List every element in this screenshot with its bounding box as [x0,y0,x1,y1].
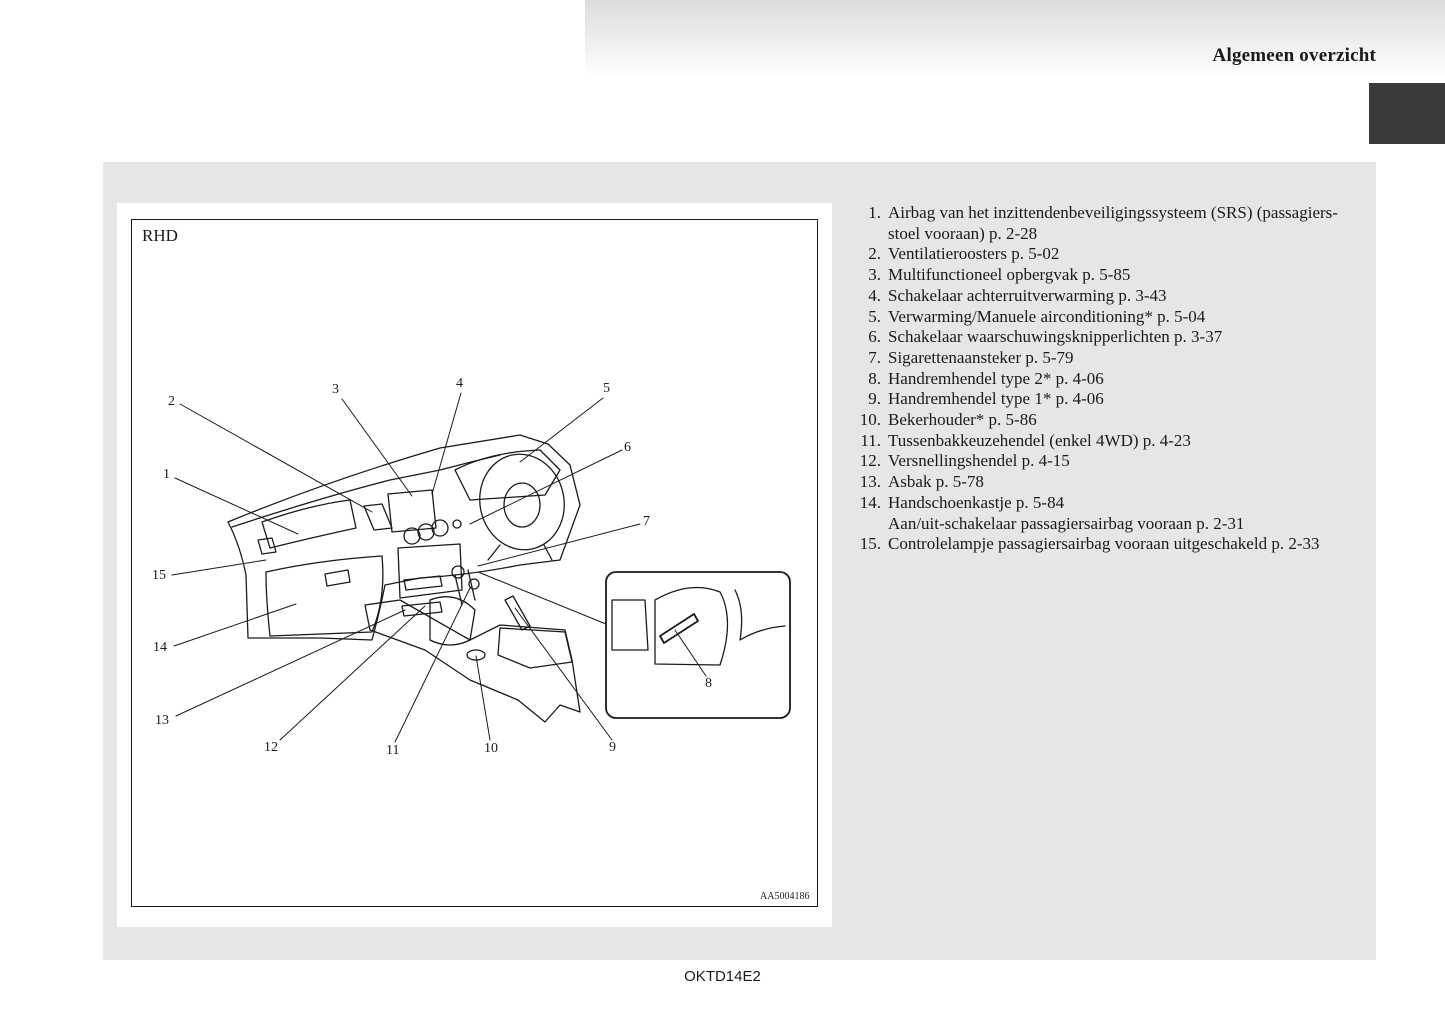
callout-11: 11 [386,743,400,758]
transfer-knob [469,579,479,589]
leader-3 [342,399,412,496]
leader-12 [280,606,425,740]
callout-12: 12 [264,740,278,755]
steering-column [488,545,552,560]
legend-item-continuation: stoel vooraan) p. 2-28 [888,223,1038,243]
dashboard-upper-edge [232,455,500,527]
callout-2: 2 [168,394,175,409]
callout-10: 10 [484,741,498,756]
radio-slot [404,576,442,590]
center-vent [364,504,392,530]
legend-item: 13. Asbak p. 5-78 [859,472,984,492]
leader-inset [478,572,606,624]
callout-14: 14 [153,640,167,655]
inset-lever [660,614,698,643]
gear-knob [452,566,464,578]
page-title: Algemeen overzicht [1212,45,1376,66]
armrest [498,628,572,668]
legend-item: 9. Handremhendel type 1* p. 4-06 [868,389,1104,409]
inset-panel-left [612,600,648,650]
callout-15: 15 [152,568,166,583]
leader-5 [520,398,603,462]
legend-item: 6. Schakelaar waarschuwingsknipperlichten p. 3-37 [868,327,1223,347]
legend-item: 4. Schakelaar achterruitverwarming p. 3-43 [868,285,1167,305]
callout-13: 13 [155,713,169,728]
leader-2 [180,404,372,512]
callout-3: 3 [332,382,339,397]
legend-item: 11. Tussenbakkeuzehendel (enkel 4WD) p. 4-23 [860,430,1191,450]
glovebox-handle [325,570,350,586]
callout-8: 8 [705,676,712,691]
leader-9 [515,608,612,740]
leader-6 [470,450,622,524]
legend-item: 2. Ventilatieroosters p. 5-02 [868,244,1060,264]
legend-item: 3. Multifunctioneel opbergvak p. 5-85 [868,265,1131,285]
callout-4: 4 [456,376,463,391]
callout-1: 1 [163,467,170,482]
callout-6: 6 [624,440,631,455]
legend-item: 15. Controlelampje passagiersairbag vooraan uitgeschakeld p. 2-33 [859,534,1320,554]
leader-8 [675,630,706,676]
legend-item: 8. Handremhendel type 2* p. 4-06 [868,368,1104,388]
leader-4 [432,393,461,494]
switch-hazard [453,520,461,528]
figure-code: AA5004186 [760,891,810,902]
legend-item: 12. Versnellingshendel p. 4-15 [859,451,1070,471]
inset-trim [735,590,785,640]
legend-item: 10. Bekerhouder* p. 5-86 [859,410,1037,430]
legend-item: 14. Handschoenkastje p. 5-84 [859,492,1065,512]
callout-7: 7 [643,514,650,529]
callout-9: 9 [609,740,616,755]
legend-item: 7. Sigarettenaansteker p. 5-79 [868,347,1074,367]
footer-code: OKTD14E2 [684,968,761,985]
inset-frame [606,572,790,718]
legend-item: 5. Verwarming/Manuele airconditioning* p. 5-04 [868,306,1206,326]
handbrake-lever [505,596,530,630]
legend-list [852,203,1372,555]
leader-15 [172,560,266,575]
steering-wheel [471,446,573,557]
legend-item: 1. Airbag van het inzittendenbeveiligingssysteem (SRS) (passagiers- [868,203,1338,222]
variant-label: RHD [142,226,178,245]
glovebox [266,556,383,636]
legend-item-continuation: Aan/uit-schakelaar passagiersairbag vooraan p. 2-31 [888,513,1245,533]
leader-14 [174,604,296,646]
callout-5: 5 [603,381,610,396]
leader-13 [176,610,405,716]
leader-10 [476,656,490,740]
leader-11 [395,588,470,742]
floor-console [365,600,580,722]
